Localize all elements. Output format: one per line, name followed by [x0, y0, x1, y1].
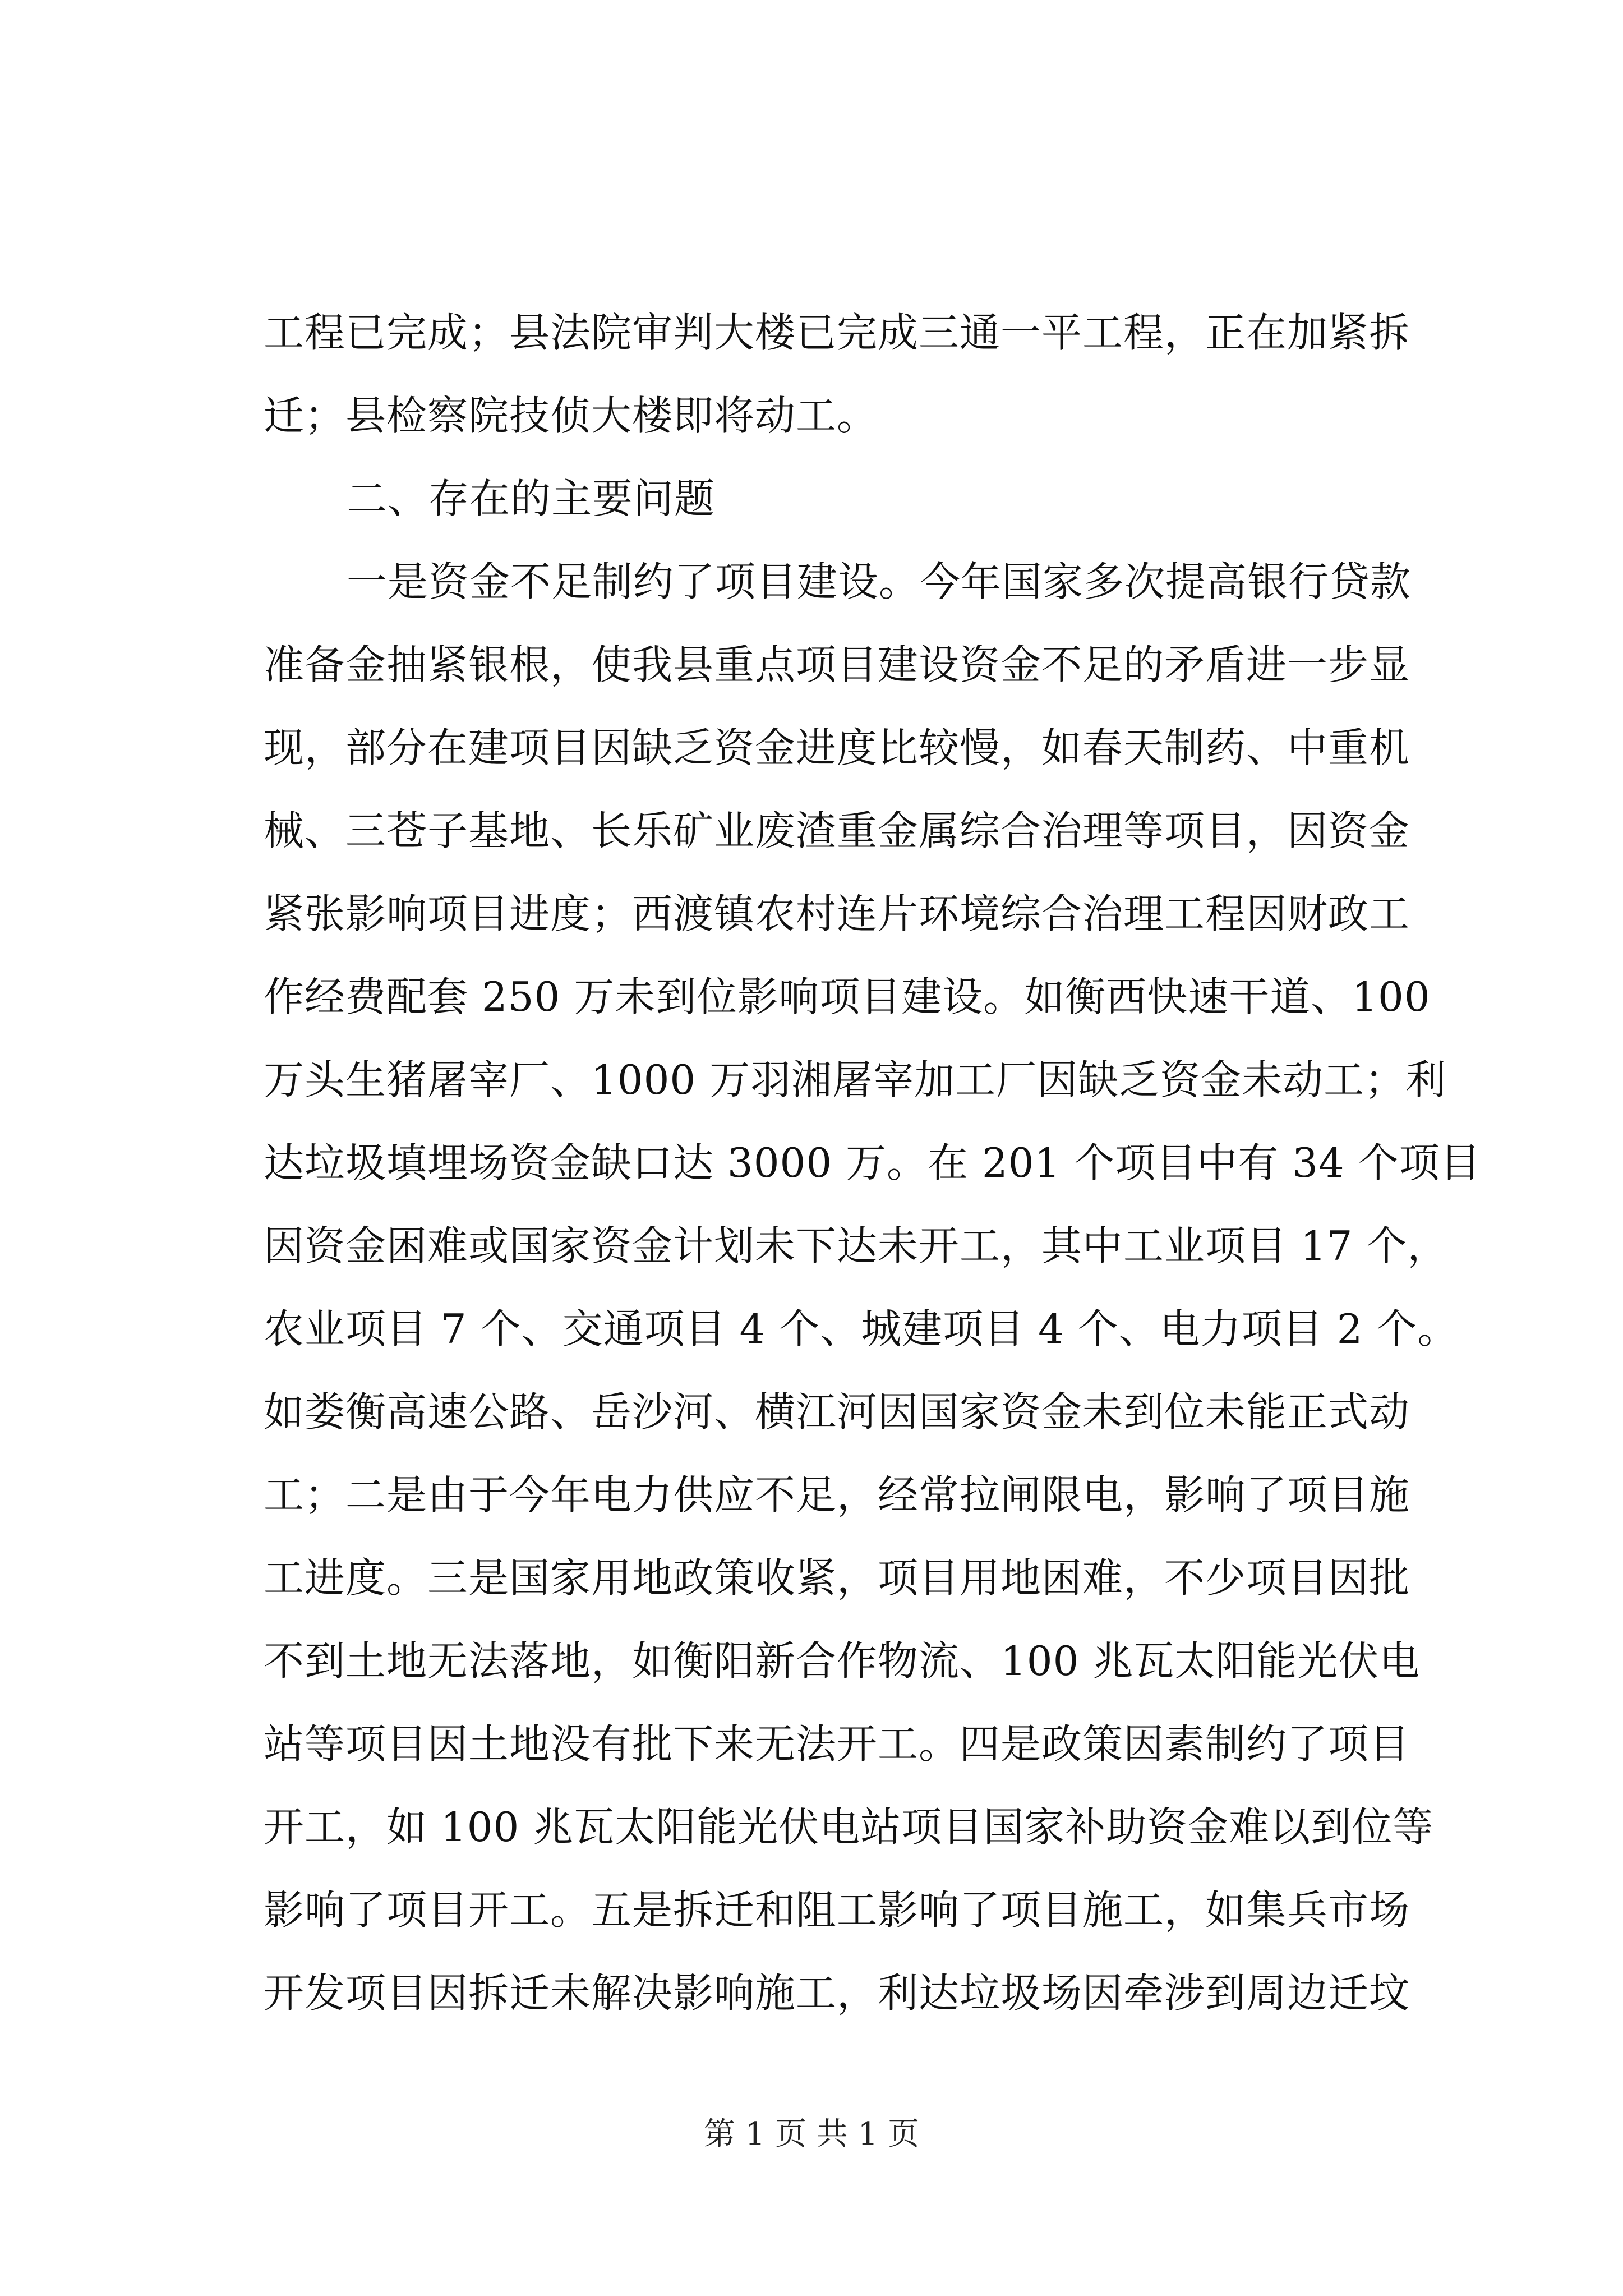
paragraph-line: 迁；县检察院技侦大楼即将动工。	[264, 392, 878, 439]
page-footer: 第 1 页 共 1 页	[703, 2116, 920, 2152]
paragraph-line: 紧张影响项目进度；西渡镇农村连片环境综合治理工程因财政工	[264, 890, 1410, 937]
paragraph-line: 达垃圾填埋场资金缺口达 3000 万。在 201 个项目中有 34 个项目	[264, 1139, 1481, 1186]
paragraph-line: 作经费配套 250 万未到位影响项目建设。如衡西快速干道、100	[264, 973, 1431, 1020]
paragraph-line: 械、三苍子基地、长乐矿业废渣重金属综合治理等项目，因资金	[264, 807, 1410, 854]
paragraph-line: 工程已完成；县法院审判大楼已完成三通一平工程，正在加紧拆	[264, 309, 1410, 356]
paragraph-line: 工；二是由于今年电力供应不足，经常拉闸限电，影响了项目施	[264, 1471, 1410, 1519]
paragraph-line: 工进度。三是国家用地政策收紧，项目用地困难，不少项目因批	[264, 1554, 1410, 1602]
paragraph-line: 准备金抽紧银根，使我县重点项目建设资金不足的矛盾进一步显	[264, 641, 1410, 688]
paragraph-line: 站等项目因土地没有批下来无法开工。四是政策因素制约了项目	[264, 1720, 1410, 1768]
paragraph-line: 因资金困难或国家资金计划未下达未开工，其中工业项目 17 个，	[264, 1222, 1449, 1269]
paragraph-line: 现，部分在建项目因缺乏资金进度比较慢，如春天制药、中重机	[264, 724, 1410, 771]
paragraph-line: 不到土地无法落地，如衡阳新合作物流、100 兆瓦太阳能光伏电	[264, 1637, 1421, 1685]
paragraph-line: 如娄衡高速公路、岳沙河、横江河因国家资金未到位未能正式动	[264, 1388, 1410, 1435]
paragraph-line: 开发项目因拆迁未解决影响施工，利达垃圾场因牵涉到周边迁坟	[264, 1970, 1410, 2017]
paragraph-line: 农业项目 7 个、交通项目 4 个、城建项目 4 个、电力项目 2 个。	[264, 1305, 1459, 1352]
paragraph-line: 一是资金不足制约了项目建设。今年国家多次提高银行贷款	[347, 558, 1412, 605]
section-heading: 二、存在的主要问题	[347, 475, 716, 522]
paragraph-line: 开工，如 100 兆瓦太阳能光伏电站项目国家补助资金难以到位等	[264, 1803, 1434, 1851]
paragraph-line: 万头生猪屠宰厂、1000 万羽湘屠宰加工厂因缺乏资金未动工；利	[264, 1056, 1447, 1103]
paragraph-line: 影响了项目开工。五是拆迁和阻工影响了项目施工，如集兵市场	[264, 1887, 1410, 1934]
